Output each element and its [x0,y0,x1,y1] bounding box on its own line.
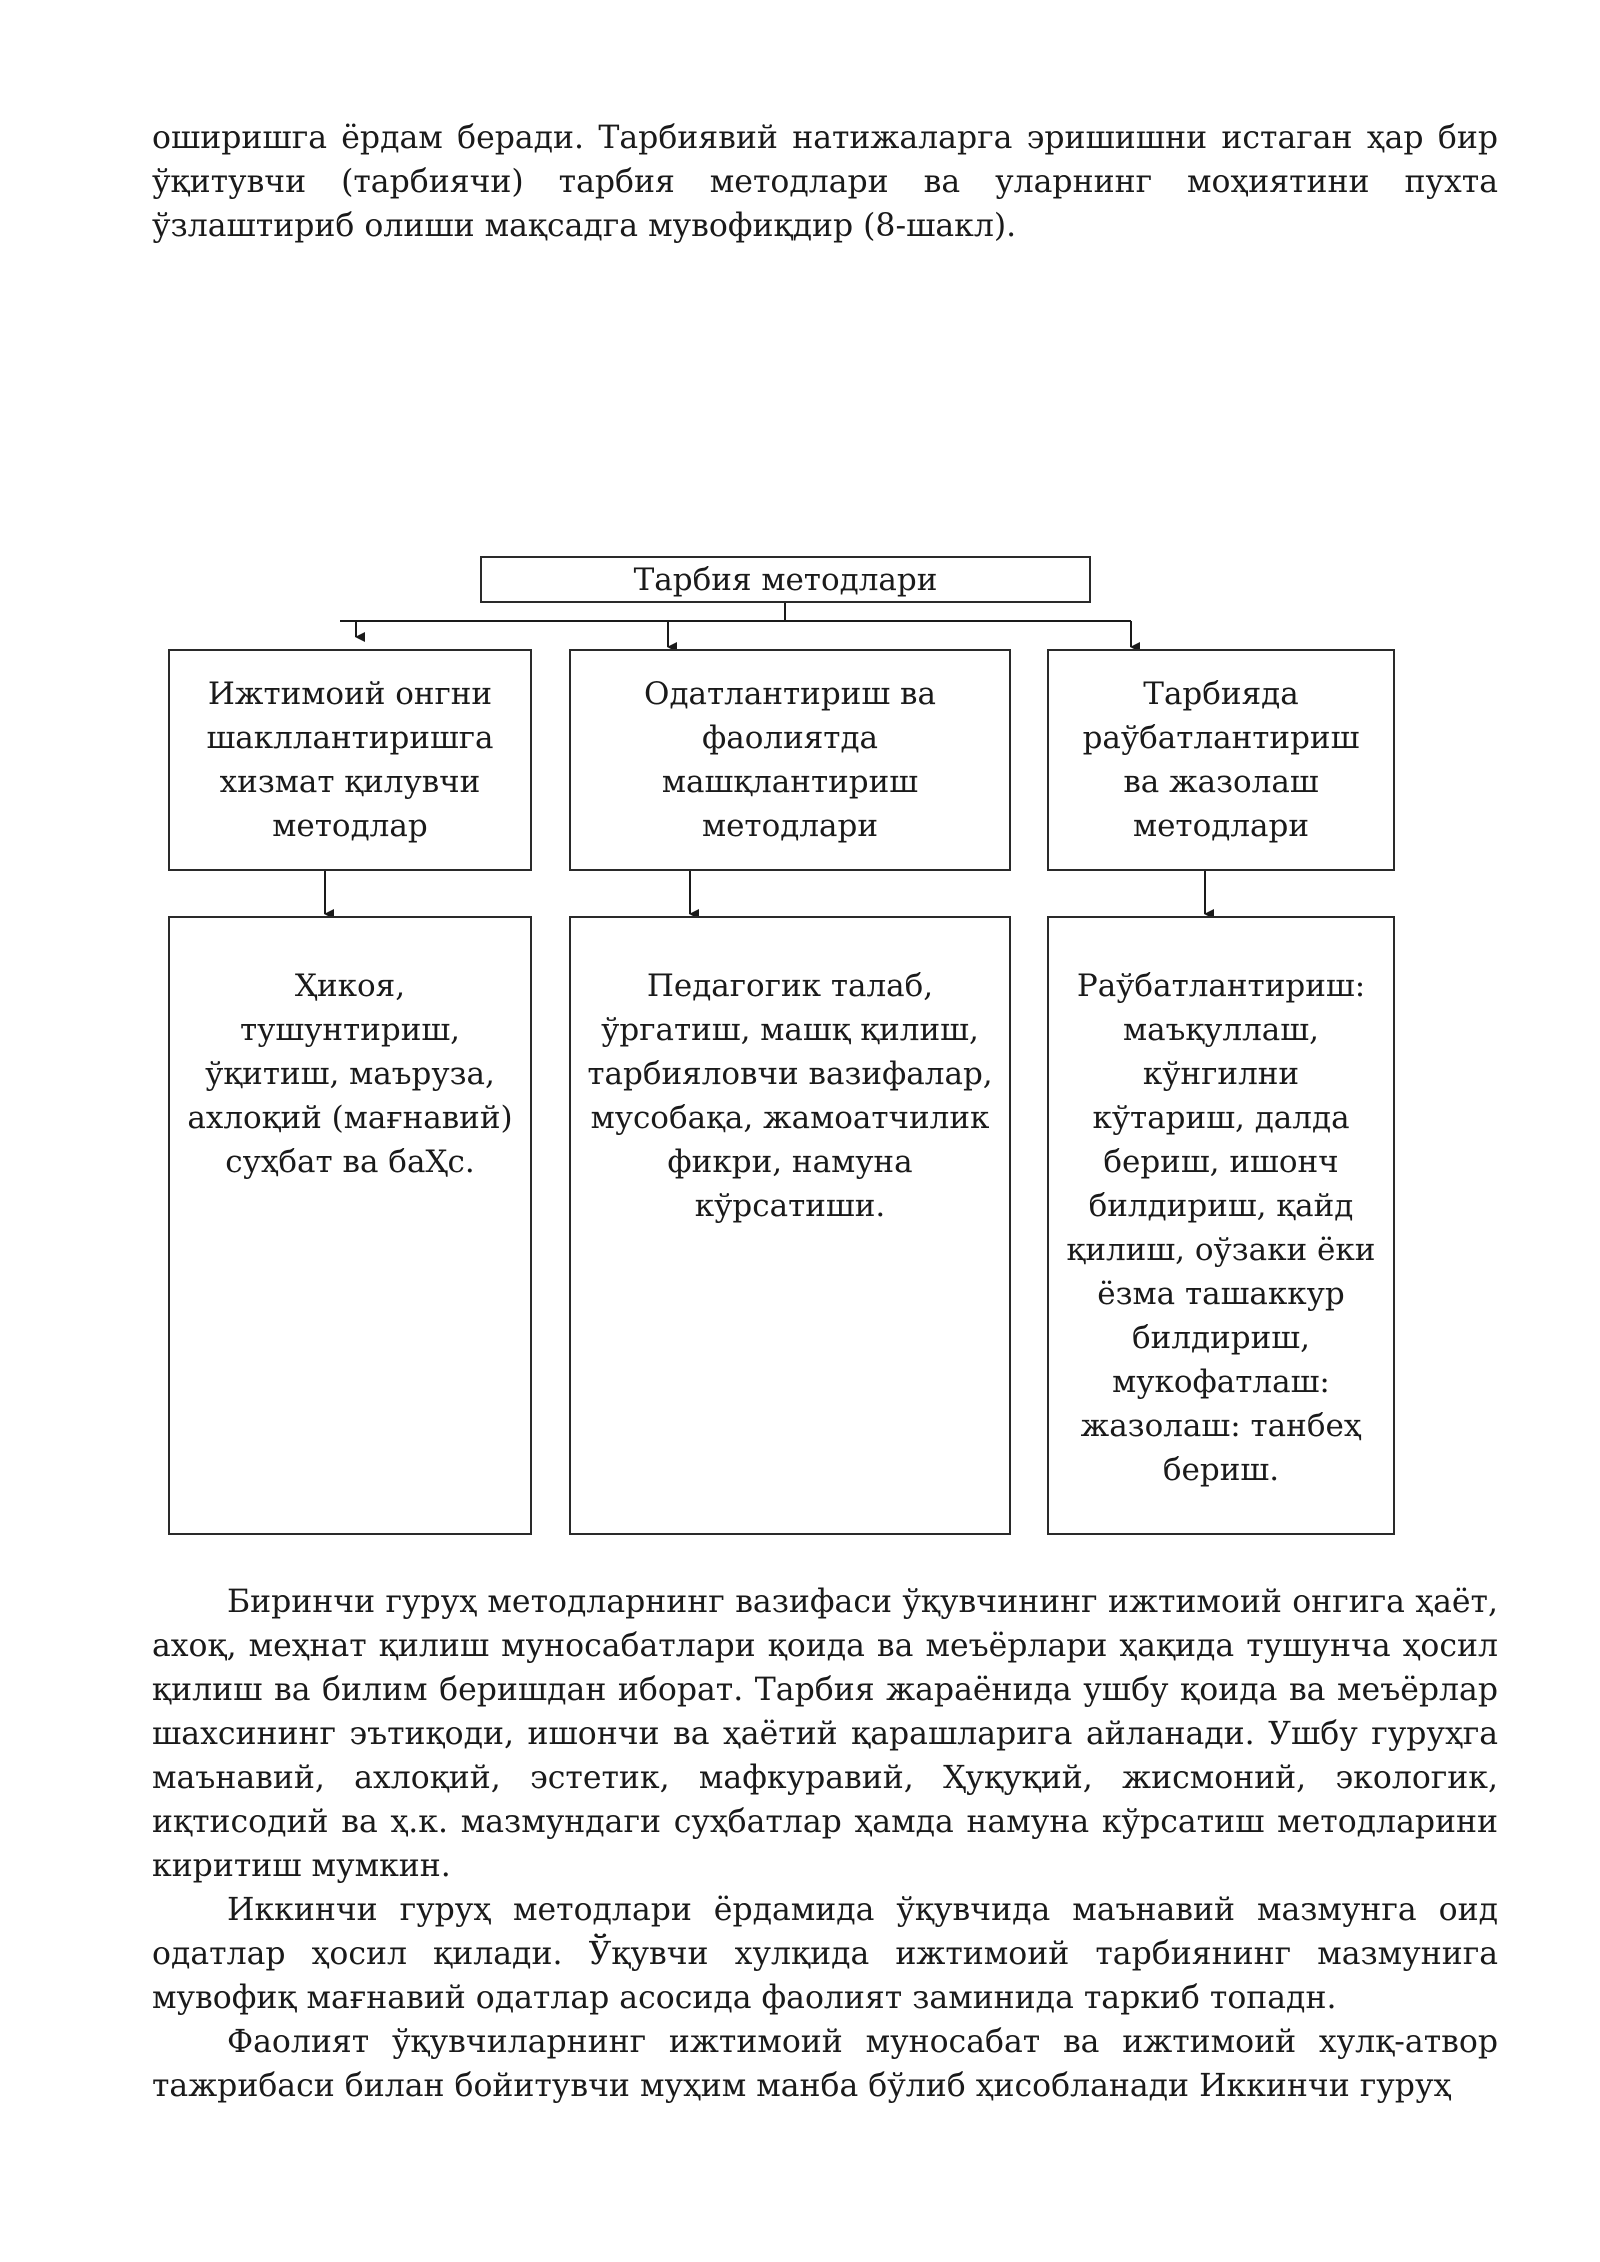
details-box-habituation [569,916,1011,1535]
details-box-social-consciousness [168,916,532,1535]
details-box-encouragement-punishment [1047,916,1395,1535]
paragraph-first-group: Биринчи гуруҳ методларнинг вазифаси ўқувчининг ижтимоий онгига ҳаёт, ахоқ, меҳнат қилиш муносабатлари қоида ва меъёрлари ҳақида тушунча ҳосил қилиш ва билим беришдан иборат. Тарбия жараёнида ушбу қоида ва меъёрлар шахсининг эътиқоди, ишончи ва ҳаётий қарашларига айланади. Ушбу гуруҳга маънавий, ахлоқий, эстетик, мафкуравий, Ҳуқуқий, жисмоний, экологик, иқтисодий ва ҳ.к. мазмундаги суҳбатлар ҳамда намуна кўрсатиш методларини киритиш мумкин. [152,1584,1498,1884]
category-label: Ижтимоий онгни шакллантиришга хизмат қилувчи методлар [206,676,494,844]
diagram-root-label: Тарбия методлари [633,561,938,598]
paragraph-intro: оширишга ёрдам беради. Тарбиявий натижаларга эришишни истаган ҳар бир ўқитувчи (тарбиячи) тарбия методлари ва уларнинг моҳиятини пухта ўзлаштириб олиши мақсадга мувофиқдир (8-шакл). [152,120,1498,244]
category-label: Одатлантириш ва фаолиятда машқлантириш методлари [644,676,936,844]
category-label: Тарбияда раўбатлантириш ва жазолаш методлари [1082,676,1360,844]
category-box-habituation [569,649,1011,871]
details-text: Ҳикоя, тушунтириш, ўқитиш, маъруза, ахлоқий (мағнавий) суҳбат ва баҲс. [187,968,513,1180]
details-text: Раўбатлантириш: маъқуллаш, кўнгилни кўтариш, далда бериш, ишонч билдириш, қайд қилиш, оўзаки ёки ёзма ташаккур билдириш, мукофатлаш: жазолаш: танбеҳ бериш. [1066,968,1376,1488]
paragraph-activity: Фаолият ўқувчиларнинг ижтимоий муносабат ва ижтимоий хулқ-атвор тажрибаси билан бойитувчи муҳим манба бўлиб ҳисобланади Иккинчи гуруҳ [152,2024,1498,2104]
paragraph-second-group: Иккинчи гуруҳ методлари ёрдамида ўқувчида маънавий мазмунга оид одатлар ҳосил қилади. Ўқувчи хулқида ижтимоий тарбиянинг мазмунига мувофиқ мағнавий одатлар асосида фаолият заминида таркиб топадн. [152,1892,1498,2016]
details-text: Педагогик талаб, ўргатиш, машқ қилиш, тарбияловчи вазифалар, мусобақа, жамоатчилик фикри, намуна кўрсатиши. [587,968,993,1224]
category-box-social-consciousness [168,649,532,871]
diagram-root-box [480,556,1091,603]
category-box-encouragement-punishment [1047,649,1395,871]
